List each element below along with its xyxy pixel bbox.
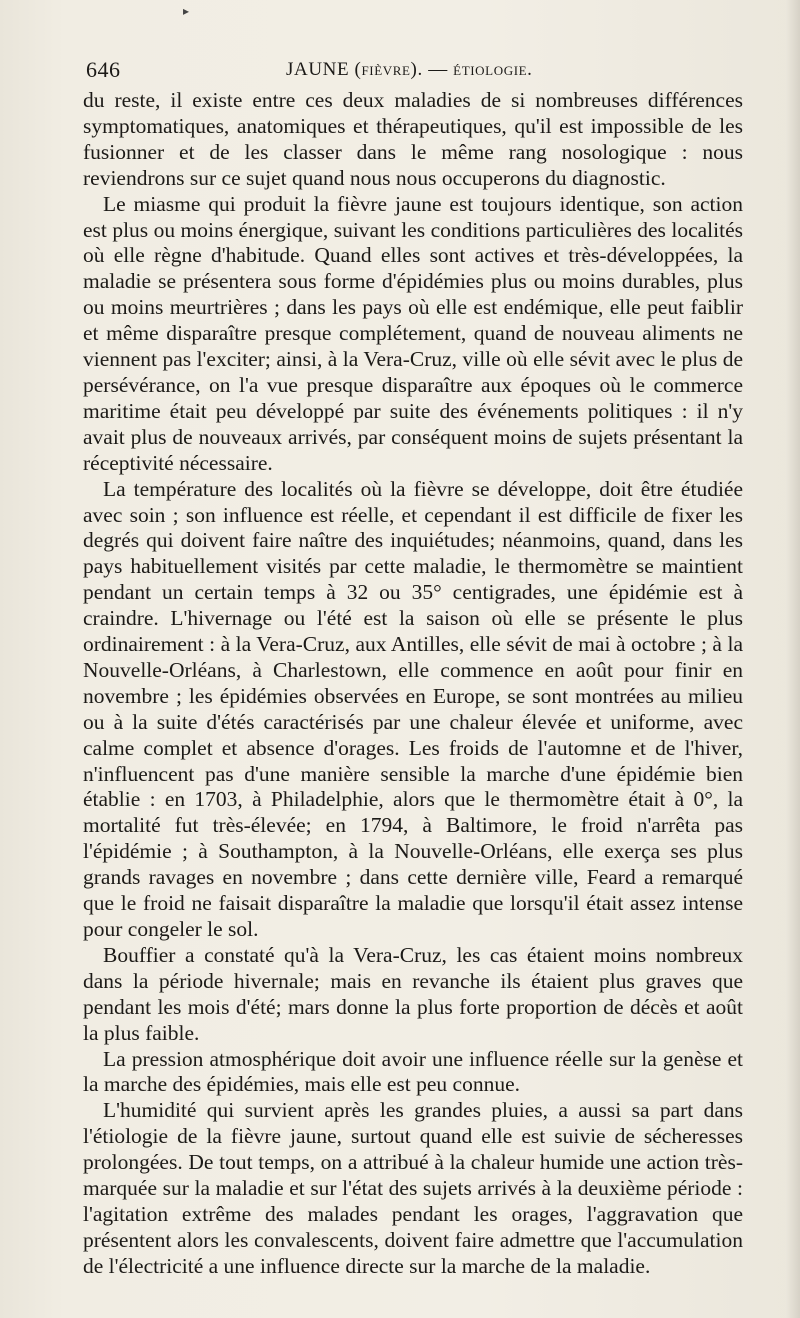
paragraph-bouffier: Bouffier a constaté qu'à la Vera-Cruz, les cas étaient moins nombreux dans la période hivernale; mais en revanche ils étaient plus graves que pendant les mois d'été; mars donne la plus forte proportion de décès et août la plus faible. xyxy=(83,942,743,1045)
page-corner-mark: ▸ xyxy=(183,4,190,18)
running-head-subtitle: (fièvre). xyxy=(354,59,423,80)
body-text xyxy=(83,88,743,1280)
running-head-section: étiologie. xyxy=(453,59,533,80)
page-edge-shadow xyxy=(786,0,800,1318)
paragraph-humidite: L'humidité qui survient après les grandes pluies, a aussi sa part dans l'étiologie de la fièvre jaune, surtout quand elle est suivie de sécheresses prolongées. De tout temps, on a attribué à la chaleur humide une action très-marquée sur la maladie et sur l'état des sujets arrivés à la deuxième période : l'agitation extrême des malades pendant les orages, l'aggravation que présentent alors les convalescents, doivent faire admettre que l'accumulation de l'électricité a une influence directe sur la marche de la maladie. xyxy=(83,1098,743,1278)
running-head xyxy=(286,59,533,81)
page-header xyxy=(86,57,750,85)
page-number: 646 xyxy=(86,57,121,82)
running-head-title: JAUNE xyxy=(286,59,350,80)
paragraph-miasme: Le miasme qui produit la fièvre jaune est toujours identique, son action est plus ou moins énergique, suivant les conditions particulières des localités où elle règne d'habitude. Quand elles sont actives et très-développées, la maladie se présentera sous forme d'épidémies plus ou moins durables, plus ou moins meurtrières ; dans les pays où elle est endémique, elle peut faiblir et même disparaître presque complétement, quand de nouveau aliments ne viennent pas l'exciter; ainsi, à la Vera-Cruz, ville où elle sévit avec le plus de persévérance, on l'a vue presque disparaître aux époques où le commerce maritime était peu développé par suite des événements politiques : il n'y avait plus de nouveaux arrivés, par conséquent moins de sujets présentant la réceptivité nécessaire. xyxy=(83,191,743,475)
paragraph-temperature: La température des localités où la fièvre se développe, doit être étudiée avec soin ; son influence est réelle, et cependant il est difficile de fixer les degrés qui doivent faire naître des inquiétudes; néanmoins, quand, dans les pays habituellement visités par cette maladie, le thermomètre se maintient pendant un certain temps à 32 ou 35° centigrades, une épidémie est à craindre. L'hivernage ou l'été est la saison où elle se présente le plus ordinairement : à la Vera-Cruz, aux Antilles, elle sévit de mai à octobre ; à la Nouvelle-Orléans, à Charlestown, elle commence en août pour finir en novembre ; les épidémies observées en Europe, se sont montrées au milieu ou à la suite d'étés caractérisés par une chaleur élevée et uniforme, avec calme complet et absence d'orages. Les froids de l'automne et de l'hiver, n'influencent pas d'une manière sensible la marche d'une épidémie bien établie : en 1703, à Philadelphie, alors que le thermomètre était à 0°, la mortalité fut très-élevée; en 1794, à Baltimore, le froid n'arrêta pas l'épidémie ; à Southampton, à la Nouvelle-Orléans, elle exerça ses plus grands ravages en novembre ; dans cette dernière ville, Feard a remarqué que le froid ne faisait disparaître la maladie que lorsqu'il était assez intense pour congeler le sol. xyxy=(83,476,743,941)
running-head-separator: — xyxy=(428,59,448,80)
paragraph-pression: La pression atmosphérique doit avoir une influence réelle sur la genèse et la marche des épidémies, mais elle est peu connue. xyxy=(83,1046,743,1097)
paragraph-continuation: du reste, il existe entre ces deux maladies de si nombreuses différences symptomatiques, anatomiques et thérapeutiques, qu'il est impossible de les fusionner et de les classer dans le même rang nosologique : nous reviendrons sur ce sujet quand nous nous occuperons du diagnostic. xyxy=(83,88,743,190)
